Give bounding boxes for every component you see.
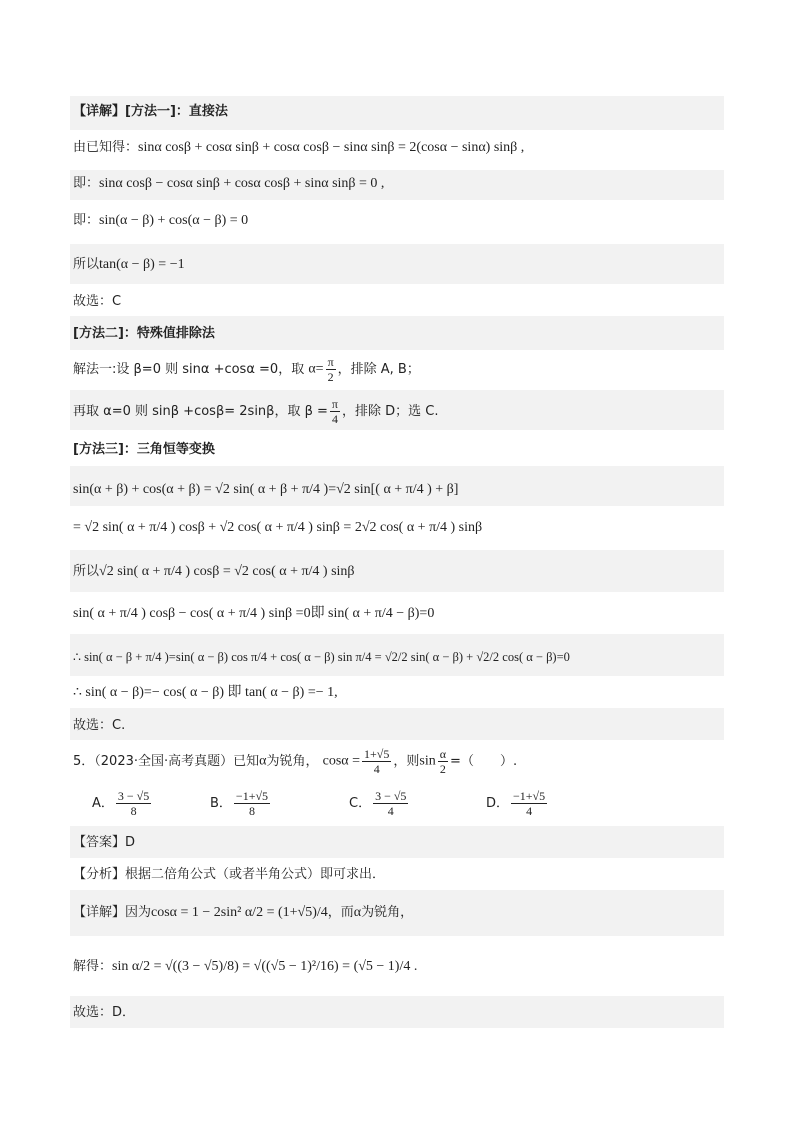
- method-three-heading: [方法三]：三角恒等变换: [73, 442, 215, 457]
- step-three-equation: tan(α − β) = −1: [99, 257, 185, 272]
- identity-line-two: = √2 sin( α + π/4 ) cosβ + √2 cos( α + π/4 ) sinβ = 2√2 cos( α + π/4 ) sinβ: [73, 520, 483, 535]
- identity-line-one: sin(α + β) + cos(α + β) = √2 sin( α + β + π/4 )=√2 sin[( α + π/4 ) + β]: [73, 482, 459, 497]
- answer-line: 【答案】D: [73, 835, 136, 850]
- option-d-fraction: $\frac{-1+√5}{4}$: [513, 789, 546, 818]
- special-value-one-text: 解法一:设 β=0 则 sinα +cosα =0，取: [73, 362, 305, 377]
- solve-label: 解得：: [73, 959, 113, 974]
- step-three-line: [73, 258, 185, 272]
- identity-line-five: ∴ sin( α − β + π/4 )=sin( α − β) cos π/4 + cos( α − β) sin π/4 = √2/2 sin( α − β) + √2/2 cos( α − β)=0: [73, 650, 570, 664]
- special-value-two-text: 再取 α=0 则 sinβ +cosβ= 2sinβ，取 β =: [73, 404, 328, 419]
- step-two-line: [73, 214, 248, 228]
- option-c[interactable]: C． $\frac{3 - √5}{4}$: [349, 789, 407, 818]
- question-five-stem: [73, 748, 517, 775]
- known-equation: sinα cosβ + cosα sinβ + cosα cosβ − sinα sinβ = 2(cosα − sinα) sinβ ,: [138, 140, 525, 155]
- option-a-fraction: $\frac{3 - √5}{8}$: [117, 789, 150, 818]
- identity-three-label: 所以: [73, 564, 100, 579]
- option-b-fraction: $\frac{-1+√5}{8}$: [235, 789, 269, 818]
- special-value-line-two: [73, 398, 438, 425]
- question-five-alpha: α: [259, 753, 267, 769]
- method-two-heading: [方法二]：特殊值排除法: [73, 326, 215, 341]
- identity-line-six: ∴ sin( α − β)=− cos( α − β) 即 tan( α − β) =− 1,: [73, 685, 338, 700]
- analysis-line: 【分析】根据二倍角公式（或者半角公式）即可求出．: [73, 867, 386, 882]
- special-value-one-exclude: ，排除 A, B；: [337, 362, 420, 377]
- method-one-heading: 【详解】[方法一]：直接法: [73, 104, 228, 119]
- solve-line: [73, 960, 417, 974]
- question-five-cos-fraction: $\frac{1+√5}{4}$: [364, 747, 390, 776]
- question-five-acute: 为锐角，: [266, 754, 319, 769]
- special-value-one-alpha: α=: [308, 361, 324, 377]
- special-value-line-one: [73, 356, 420, 383]
- choice-d-line: 故选：D．: [73, 1005, 136, 1020]
- option-b[interactable]: B． $\frac{-1+√5}{8}$: [210, 789, 269, 818]
- known-label: 由已知得：: [73, 140, 139, 155]
- step-one-label: 即：: [73, 176, 100, 191]
- step-two-equation: sin(α − β) + cos(α − β) = 0: [99, 213, 249, 228]
- step-two-label: 即：: [73, 213, 100, 228]
- step-one-line: [73, 177, 384, 191]
- question-five-half-alpha: $\frac{\alpha}{2}$: [439, 747, 447, 776]
- special-value-two-exclude: ，排除 D；选 C.: [341, 404, 439, 419]
- solve-equation: sin α/2 = √((3 − √5)/8) = √((√5 − 1)²/16) = (√5 − 1)/4 .: [112, 959, 418, 974]
- band-9: [70, 708, 724, 740]
- band-10: [70, 826, 724, 858]
- question-five-source: 5．（2023·全国·高考真题）已知: [73, 754, 260, 769]
- identity-line-four: sin( α + π/4 ) cosβ − cos( α + π/4 ) sinβ =0即 sin( α + π/4 − β)=0: [73, 606, 435, 621]
- option-c-fraction: $\frac{3 - √5}{4}$: [375, 789, 407, 818]
- identity-line-three: [73, 565, 355, 579]
- question-five-blank: =（ ）.: [450, 754, 518, 769]
- pi-over-four-fraction: $\frac{\pi}{4}$: [331, 397, 338, 426]
- detail-line: [73, 906, 413, 920]
- detail-label: 【详解】因为: [73, 905, 152, 920]
- question-five-cos: cosα =: [322, 753, 361, 769]
- choice-c-final-line: 故选：C.: [73, 718, 126, 733]
- question-five-then: ，则: [393, 754, 420, 769]
- band-12: [70, 996, 724, 1028]
- detail-equation: cosα = 1 − 2sin² α/2 = (1+√5)/4: [151, 905, 328, 920]
- question-five-sin: sin: [419, 753, 436, 769]
- detail-and: ，而: [327, 905, 354, 920]
- identity-three-equation: √2 sin( α + π/4 ) cosβ = √2 cos( α + π/4 ) sinβ: [99, 564, 355, 579]
- step-three-label: 所以: [73, 257, 100, 272]
- known-line: [73, 141, 524, 155]
- detail-alpha: α: [353, 905, 362, 920]
- pi-over-two-fraction: $\frac{\pi}{2}$: [327, 355, 334, 384]
- option-d[interactable]: D． $\frac{-1+√5}{4}$: [486, 789, 546, 818]
- detail-acute: 为锐角，: [361, 905, 414, 920]
- option-a[interactable]: A． $\frac{3 - √5}{8}$: [92, 789, 150, 818]
- choice-c-line: 故选：C: [73, 294, 122, 309]
- step-one-equation: sinα cosβ − cosα sinβ + cosα cosβ + sinα sinβ = 0 ,: [99, 176, 385, 191]
